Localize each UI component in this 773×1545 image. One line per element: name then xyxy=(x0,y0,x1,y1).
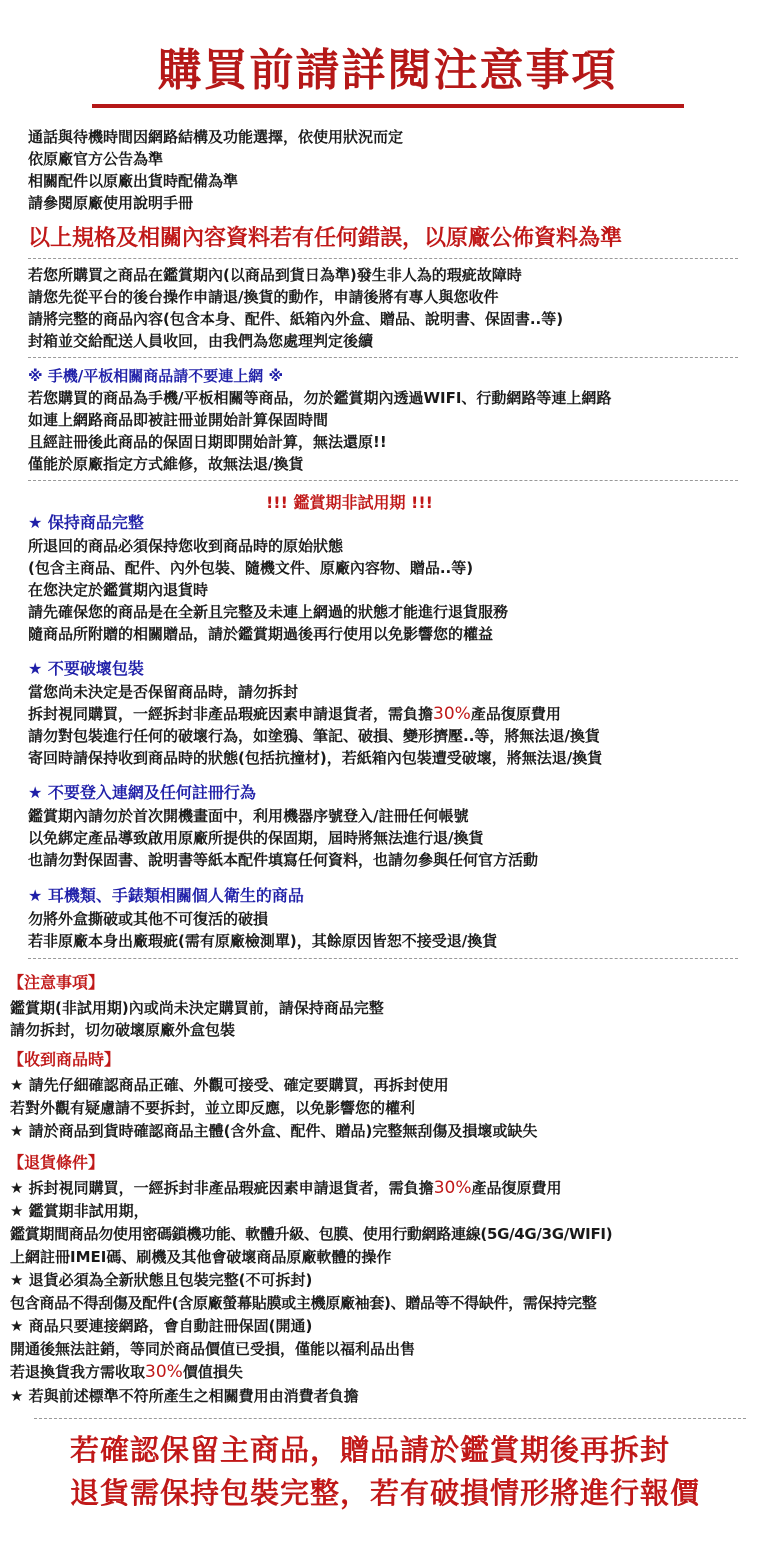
receive-line: 若對外觀有疑慮請不要拆封，並立即反應，以免影響您的權利 xyxy=(10,1099,416,1117)
receive-line: ★ 請於商品到貨時確認商品主體(含外盒、配件、贈品)完整無刮傷及損壞或缺失 xyxy=(10,1122,538,1140)
divider xyxy=(28,258,738,259)
divider xyxy=(34,1418,746,1419)
nologin-line: 鑑賞期內請勿於首次開機畫面中，利用機器序號登入/註冊任何帳號 xyxy=(28,807,469,825)
return-heading: 【退貨條件】 xyxy=(8,1153,105,1172)
hygiene-line: 若非原廠本身出廠瑕疵(需有原廠檢測單)，其餘原因皆恕不接受退/換貨 xyxy=(28,932,498,950)
receive-line: ★ 請先仔細確認商品正確、外觀可接受、確定要購買，再拆封使用 xyxy=(10,1076,449,1094)
return-line: ★ 鑑賞期非試用期， xyxy=(10,1202,149,1220)
title-underline xyxy=(92,104,684,108)
percent-30: 30% xyxy=(433,704,471,724)
return-line: ★ 若與前述標準不符所產生之相關費用由消費者負擔 xyxy=(10,1387,359,1405)
intro-line: 依原廠官方公告為準 xyxy=(28,150,164,168)
notice-heading: 【注意事項】 xyxy=(8,973,105,992)
phone-line: 且經註冊後此商品的保固日期即開始計算，無法還原!! xyxy=(28,433,387,451)
divider xyxy=(28,480,738,481)
trial-heading: !!! 鑑賞期非試用期 !!! xyxy=(266,493,433,512)
return-line: 包含商品不得刮傷及配件(含原廠螢幕貼膜或主機原廠袖套)、贈品等不得缺件，需保持完整 xyxy=(10,1294,597,1312)
phone-heading: ※ 手機/平板相關商品請不要連上網 ※ xyxy=(28,367,284,385)
intro-line: 請參閱原廠使用說明手冊 xyxy=(28,194,194,212)
defect-line: 請將完整的商品內容(包含本身、配件、紙箱內外盒、贈品、說明書、保固書..等) xyxy=(28,310,564,328)
keep-line: (包含主商品、配件、內外包裝、隨機文件、原廠內容物、贈品..等) xyxy=(28,559,474,577)
return-line: ★ 商品只要連接網路，會自動註冊保固(開通) xyxy=(10,1317,313,1335)
percent-30: 30% xyxy=(433,1178,472,1198)
percent-30: 30% xyxy=(145,1362,183,1382)
keep-heading: ★ 保持商品完整 xyxy=(28,513,144,532)
notice-line: 鑑賞期(非試用期)內或尚未決定購買前，請保持商品完整 xyxy=(10,999,384,1017)
divider xyxy=(28,357,738,358)
nobreak-line: 請勿對包裝進行任何的破壞行為，如塗鴉、筆記、破損、變形擠壓..等，將無法退/換貨 xyxy=(28,727,600,745)
intro-line: 相關配件以原廠出貨時配備為準 xyxy=(28,172,239,190)
keep-line: 所退回的商品必須保持您收到商品時的原始狀態 xyxy=(28,537,344,555)
phone-line: 如連上網路商品即被註冊並開始計算保固時間 xyxy=(28,411,329,429)
defect-line: 請您先從平台的後台操作申請退/換貨的動作，申請後將有專人與您收件 xyxy=(28,288,499,306)
return-line: ★ 退貨必須為全新狀態且包裝完整(不可拆封) xyxy=(10,1271,313,1289)
divider xyxy=(28,958,738,959)
nologin-heading: ★ 不要登入連網及任何註冊行為 xyxy=(28,783,256,802)
hygiene-line: 勿將外盒撕破或其他不可復活的破損 xyxy=(28,910,269,928)
defect-line: 若您所購買之商品在鑑賞期內(以商品到貨日為準)發生非人為的瑕疵故障時 xyxy=(28,266,522,284)
footer-line: 退貨需保持包裝完整，若有破損情形將進行報價 xyxy=(70,1476,701,1510)
keep-line: 在您決定於鑑賞期內退貨時 xyxy=(28,581,209,599)
defect-line: 封箱並交給配送人員收回，由我們為您處理判定後續 xyxy=(28,332,374,350)
intro-line: 通話與待機時間因網路結構及功能選擇，依使用狀況而定 xyxy=(28,128,404,146)
return-line: 若退換貨我方需收取30%價值損失 xyxy=(10,1362,243,1382)
nobreak-line: 拆封視同購買，一經拆封非產品瑕疵因素申請退貨者，需負擔30%產品復原費用 xyxy=(28,704,561,724)
phone-line: 僅能於原廠指定方式維修，故無法退/換貨 xyxy=(28,455,304,473)
phone-line: 若您購買的商品為手機/平板相關等商品，勿於鑑賞期內透過WIFI、行動網路等連上網路 xyxy=(28,389,612,407)
return-line: 鑑賞期間商品勿使用密碼鎖機功能、軟體升級、包膜、使用行動網路連線(5G/4G/3G/WIFI) xyxy=(10,1225,613,1243)
nobreak-line: 當您尚未決定是否保留商品時，請勿拆封 xyxy=(28,683,299,701)
receive-heading: 【收到商品時】 xyxy=(8,1050,121,1069)
nobreak-line: 寄回時請保持收到商品時的狀態(包括抗撞材)，若紙箱內包裝遭受破壞，將無法退/換貨 xyxy=(28,749,603,767)
return-line: ★ 拆封視同購買，一經拆封非產品瑕疵因素申請退貨者，需負擔30%產品復原費用 xyxy=(10,1178,562,1198)
notice-line: 請勿拆封，切勿破壞原廠外盒包裝 xyxy=(10,1021,236,1039)
return-line: 上網註冊IMEI碼、刷機及其他會破壞商品原廠軟體的操作 xyxy=(10,1248,392,1266)
nologin-line: 也請勿對保固書、說明書等紙本配件填寫任何資料，也請勿參與任何官方活動 xyxy=(28,851,539,869)
nobreak-heading: ★ 不要破壞包裝 xyxy=(28,659,144,678)
keep-line: 請先確保您的商品是在全新且完整及未連上網過的狀態才能進行退貨服務 xyxy=(28,603,509,621)
nologin-line: 以免綁定產品導致啟用原廠所提供的保固期，屆時將無法進行退/換貨 xyxy=(28,829,484,847)
hygiene-heading: ★ 耳機類、手錶類相關個人衛生的商品 xyxy=(28,886,304,905)
return-line: 開通後無法註銷，等同於商品價值已受損，僅能以福利品出售 xyxy=(10,1340,416,1358)
footer-line: 若確認保留主商品，贈品請於鑑賞期後再拆封 xyxy=(70,1433,671,1467)
page-title: 購買前請詳閱注意事項 xyxy=(157,45,618,96)
keep-line: 隨商品所附贈的相關贈品，請於鑑賞期過後再行使用以免影響您的權益 xyxy=(28,625,494,643)
intro-note: 以上規格及相關內容資料若有任何錯誤，以原廠公佈資料為準 xyxy=(28,226,623,251)
